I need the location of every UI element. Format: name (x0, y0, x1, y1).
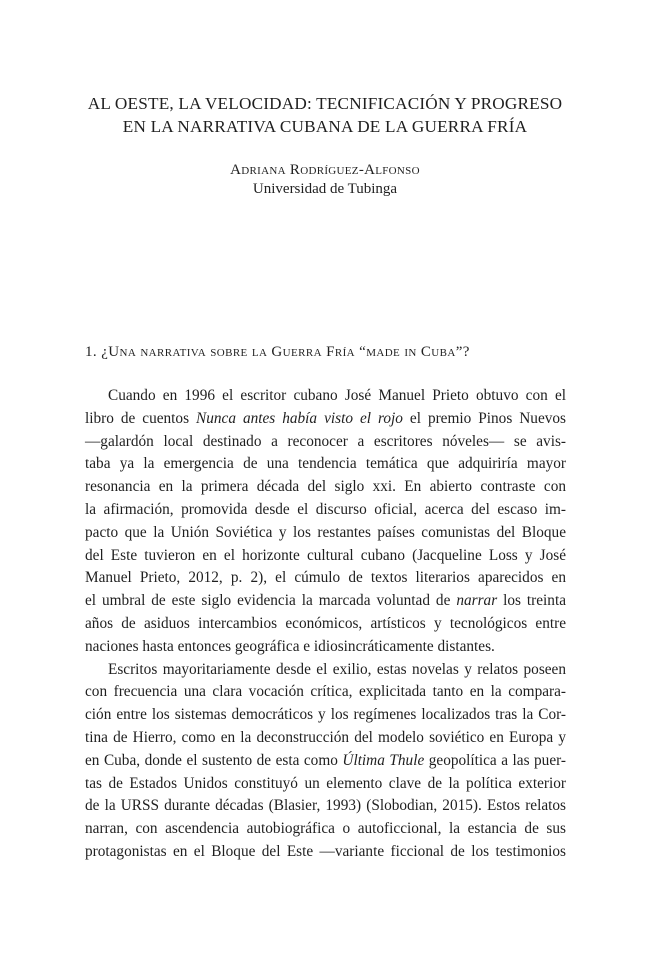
body-line: narran, con ascendencia autobiográfica o autoficcional, la estancia de sus (85, 820, 566, 838)
body-line: con frecuencia una clara vocación crítica, explicitada tanto en la compara- (85, 683, 566, 701)
body-line: el umbral de este siglo evidencia la marcada voluntad de narrar los treinta (85, 592, 566, 610)
article-title (60, 92, 590, 138)
body-line: del Este tuvieron en el horizonte cultural cubano (Jacqueline Loss y José (85, 546, 566, 564)
body-line: Manuel Prieto, 2012, p. 2), el cúmulo de textos literarios aparecidos en (85, 569, 566, 587)
body-line: Escritos mayoritariamente desde el exilio, estas novelas y relatos poseen (108, 660, 566, 678)
body-line: taba ya la emergencia de una tendencia temática que adquiriría mayor (85, 455, 566, 473)
body-line: tina de Hierro, como en la deconstrucción del modelo soviético en Europa y (85, 728, 566, 746)
body-text (85, 385, 566, 864)
body-line: naciones hasta entonces geográfica e idiosincráticamente distantes. (85, 637, 495, 655)
body-line: la afirmación, promovida desde el discurso oficial, acerca del escaso im- (85, 500, 566, 518)
body-line: protagonistas en el Bloque del Este —variante ficcional de los testimonios (85, 842, 566, 860)
body-line: de la URSS durante décadas (Blasier, 1993) (Slobodian, 2015). Estos relatos (85, 797, 566, 815)
body-line: tas de Estados Unidos constituyó un elemento clave de la política exterior (85, 774, 566, 792)
title-line-2: EN LA NARRATIVA CUBANA DE LA GUERRA FRÍA (122, 117, 528, 136)
body-line: en Cuba, donde el sustento de esta como Última Thule geopolítica a las puer- (85, 751, 566, 769)
body-line: Cuando en 1996 el escritor cubano José Manuel Prieto obtuvo con el (108, 387, 566, 404)
body-line: años de asiduos intercambios económicos, artísticos y tecnológicos entre (85, 614, 566, 632)
emphasis-italic: narrar (456, 592, 498, 610)
body-line: ción entre los sistemas democráticos y los regímenes localizados tras la Cor- (85, 706, 566, 724)
author-name: Adriana Rodríguez-Alfonso (230, 162, 420, 178)
body-line: libro de cuentos Nunca antes había visto el rojo el premio Pinos Nuevos (85, 409, 566, 427)
emphasis-italic: Última Thule (342, 751, 425, 769)
body-line: —galardón local destinado a reconocer a escritores nóveles— se avis- (85, 432, 566, 450)
title-line-1: AL OESTE, LA VELOCIDAD: TECNIFICACIÓN Y PROGRESO (87, 94, 563, 113)
book-title-italic: Nunca antes había visto el rojo (196, 409, 403, 427)
section-heading: 1. ¿Una narrativa sobre la Guerra Fría “made in Cuba”? (85, 344, 470, 360)
author-affiliation: Universidad de Tubinga (252, 181, 398, 197)
body-line: resonancia en la primera década del siglo xxi. En abierto contraste con (85, 478, 566, 496)
body-line: pacto que la Unión Soviética y los restantes países comunistas del Bloque (85, 523, 566, 541)
